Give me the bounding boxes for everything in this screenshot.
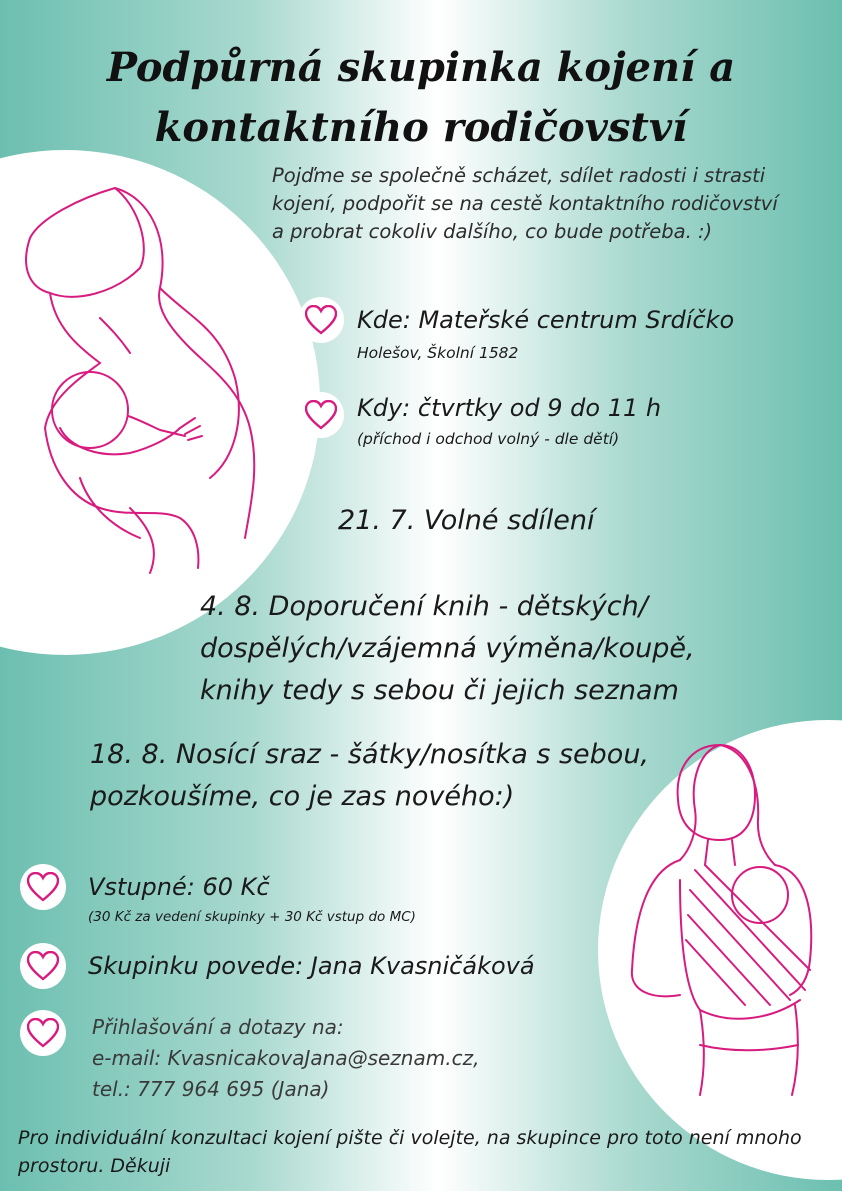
fee-note: (30 Kč za vedení skupinky + 30 Kč vstup do MC) [88,909,416,925]
leader: Skupinku povede: Jana Kvasničáková [88,952,535,980]
event-3 [90,734,649,818]
contact-heading: Přihlašování a dotazy na: [92,1015,344,1039]
fee-label: Vstupné: 60 Kč [88,873,270,901]
event-1: 21. 7. Volné sdílení [338,505,595,536]
heart-icon [298,392,344,438]
where-address: Holešov, Školní 1582 [357,344,519,362]
event-3-line-1: 18. 8. Nosící sraz - šátky/nosítka s sebou, [90,739,650,770]
event-2 [200,586,695,712]
title-line-1: Podpůrná skupinka kojení a [106,44,736,91]
heart-icon [20,943,66,989]
title-line-2: kontaktního rodičovství [154,104,688,151]
when-label: Kdy: čtvrtky od 9 do 11 h [357,394,662,422]
heart-icon [20,1010,66,1056]
breastfeeding-illustration [20,178,300,578]
intro-text: Pojďme se společně scházet, sdílet radosti i strasti kojení, podpořit se na cestě kontaktního rodičovství a probrat cokoliv dalšího, co bude potřeba. :) [272,164,778,243]
where-label: Kde: Mateřské centrum Srdíčko [357,306,735,334]
heart-icon [20,864,66,910]
heart-icon [298,297,344,343]
page-title [0,38,842,158]
contact-email[interactable]: e-mail: KvasnicakovaJana@seznam.cz, [92,1046,480,1070]
event-3-line-2: pozkoušíme, co je zas nového:) [90,781,515,812]
event-2-line-2: dospělých/vzájemná výměna/koupě, [200,633,695,664]
when-note: (příchod i odchod volný - dle dětí) [357,430,620,448]
contact-phone[interactable]: tel.: 777 964 695 (Jana) [92,1077,330,1101]
event-2-line-3: knihy tedy s sebou či jejich seznam [200,675,679,706]
babywearing-illustration [620,740,830,1100]
footer-note: Pro individuální konzultaci kojení pište či volejte, na skupince pro toto není mnoho prostoru. Děkuji [18,1127,802,1177]
contact-block [92,1012,479,1105]
event-2-line-1: 4. 8. Doporučení knih - dětských/ [200,591,648,622]
